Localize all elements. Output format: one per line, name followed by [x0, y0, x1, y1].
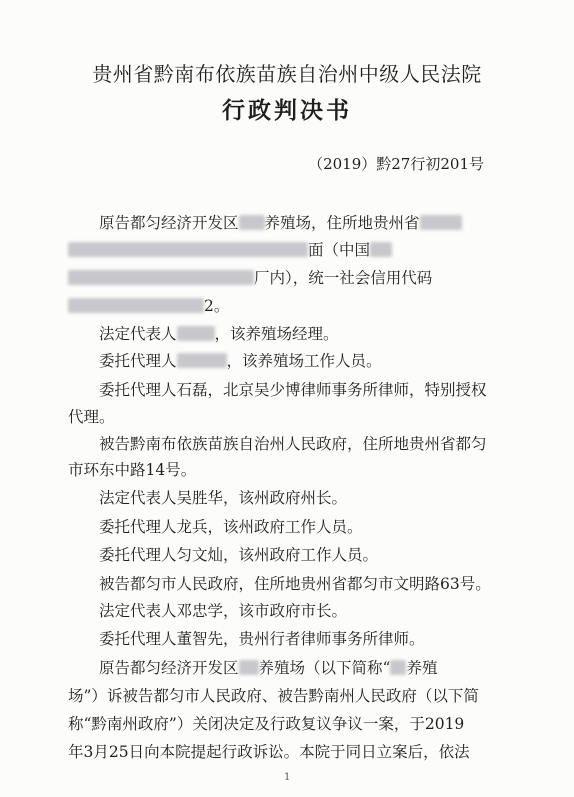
- defendant-1-legal-rep: 法定代表人吴胜华，该州政府州长。: [99, 489, 348, 507]
- summary-line-1: 原告都匀经济开发区 养殖场（以下简称“ 养殖: [99, 659, 438, 677]
- summary-line-3: 称“黔南州政府”）关闭决定及行政复议争议一案，于2019: [68, 715, 465, 733]
- defendant-2-agent: 委托代理人董智先，贵州行者律师事务所律师。: [99, 630, 425, 648]
- redacted-text: [390, 660, 406, 675]
- defendant-2: 被告都匀市人民政府，住所地贵州省都匀市文明路63号。: [99, 575, 491, 593]
- plaintiff-line-4: 2。: [68, 296, 508, 316]
- plaintiff-line-3: 厂内），统一社会信用代码: [68, 268, 508, 288]
- case-number: （2019）黔27行初201号: [308, 155, 484, 173]
- redacted-text: [68, 242, 308, 257]
- redacted-text: [239, 215, 265, 230]
- redacted-text: [68, 270, 254, 285]
- redacted-text: [68, 298, 204, 313]
- plaintiff-agent-1: 委托代理人 ，该养殖场工作人员。: [99, 352, 382, 370]
- page-number: 1: [284, 772, 291, 783]
- plaintiff-line-1: 原告都匀经济开发区 养殖场，住所地贵州省: [99, 213, 539, 233]
- plaintiff-agent-2: 委托代理人石磊，北京吴少博律师事务所律师，特别授权: [99, 381, 487, 399]
- redacted-text: [370, 242, 392, 257]
- plaintiff-line-2: 面（中国: [68, 240, 508, 260]
- plaintiff-agent-2-cont: 代理。: [68, 408, 115, 426]
- defendant-1-agent-2: 委托代理人匀文灿，该州政府工作人员。: [99, 546, 379, 564]
- defendant-1-agent-1: 委托代理人龙兵，该州政府工作人员。: [99, 518, 363, 536]
- defendant-1-cont: 市环东中路14号。: [68, 461, 197, 479]
- redacted-text: [420, 215, 462, 230]
- summary-line-2: 场”）诉被告都匀市人民政府、被告黔南州人民政府（以下简: [68, 687, 479, 705]
- redacted-text: [177, 326, 215, 341]
- defendant-1: 被告黔南布依族苗族自治州人民政府，住所地贵州省都匀: [99, 435, 487, 453]
- court-name: 贵州省黔南布依族苗族自治州中级人民法院: [92, 62, 482, 86]
- defendant-2-legal-rep: 法定代表人邓忠学，该市政府市长。: [99, 602, 348, 620]
- document-title: 行政判决书: [222, 97, 352, 124]
- redacted-text: [177, 353, 227, 368]
- plaintiff-legal-rep: 法定代表人 ，该养殖场经理。: [99, 325, 339, 343]
- redacted-text: [239, 660, 259, 675]
- summary-line-4: 年3月25日向本院提起行政诉讼。本院于同日立案后，依法: [68, 743, 470, 761]
